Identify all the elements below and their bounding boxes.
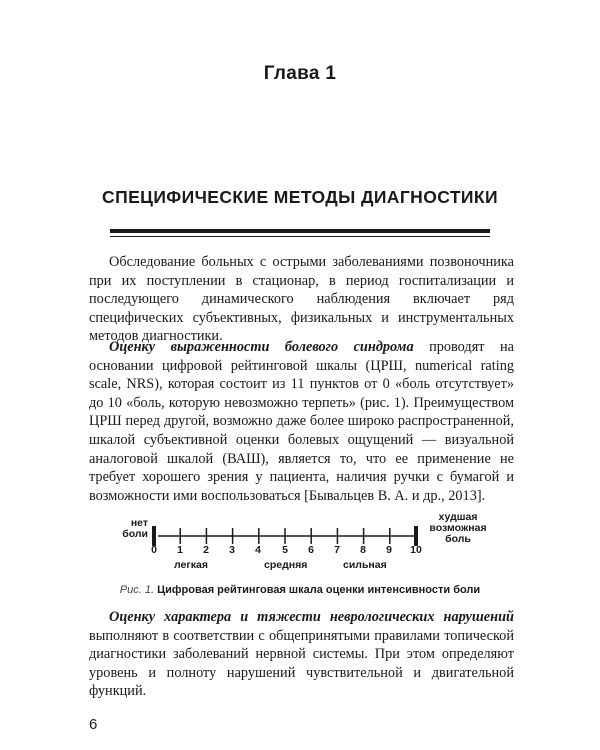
scale-number-3: 3 (229, 544, 235, 556)
paragraph-pain-lead: Оценку выраженности болевого синдрома (109, 339, 414, 355)
paragraph-intro (89, 253, 514, 346)
paragraph-neuro-lead: Оценку характера и тяжести неврологических нарушений (109, 609, 514, 625)
scale-number-1: 1 (177, 544, 183, 556)
paragraph-pain-assessment (89, 338, 514, 505)
category-mild: легкая (174, 559, 208, 571)
paragraph-neuro-assessment (89, 608, 514, 701)
label-worst-line3: боль (445, 533, 471, 545)
label-worst-line2: возможная (429, 522, 487, 534)
scale-number-5: 5 (282, 544, 288, 556)
label-no-pain-line2: боли (122, 528, 148, 540)
scale-number-6: 6 (308, 544, 314, 556)
scale-number-9: 9 (386, 544, 392, 556)
paragraph-neuro-body: выполняют в соответствии с общепринятыми правилами топической диагностики заболеваний нервной системы. При этом определяют уровень и полноту нарушений чувствительной и двигательной функций. (89, 627, 514, 700)
scale-number-2: 2 (203, 544, 209, 556)
figure-caption-label: Рис. 1. (119, 584, 155, 596)
title-rule-thin (110, 236, 490, 237)
title-rule-thick (110, 229, 490, 233)
chapter-heading: Глава 1 (263, 63, 337, 84)
scale-number-8: 8 (360, 544, 366, 556)
label-worst-pain (418, 512, 498, 545)
scale-number-4: 4 (255, 544, 261, 556)
paragraph-pain-body: проводят на основании цифровой рейтинговой шкалы (ЦРШ, numerical rating scale, NRS), которая состоит из 11 пунктов от 0 «боль отсутствует» до 10 «боль, которую невозможно терпеть» (рис. 1). Преимуществом ЦРШ перед другой, возможно даже более широко распространенной, шкалой субъективной оценки болевых ощущений — визуальной аналоговой шкалой (ВАШ), является то, что ее применение не требует хорошего зрения у пациента, наличия ручки с бумагой и возможности ими воспользоваться [Бывальцев В. А. и др., 2013]. (89, 339, 514, 504)
figure-caption (0, 584, 600, 596)
category-moderate: средняя (264, 559, 308, 571)
pain-rating-scale (100, 512, 510, 574)
paragraph-intro-text: Обследование больных с острыми заболеваниями позвоночника при их поступлении в стационар, в период госпитализации и последующего динамического наблюдения включает ряд специфических субъективных, физикальных и инструментальных методов диагностики. (89, 254, 514, 345)
figure-caption-text: Цифровая рейтинговая шкала оценки интенсивности боли (154, 584, 481, 596)
scale-number-7: 7 (334, 544, 340, 556)
label-worst-line1: худшая (438, 511, 478, 523)
scale-number-0: 0 (151, 544, 157, 556)
category-severe: сильная (343, 559, 387, 571)
page-number: 6 (89, 716, 98, 733)
label-no-pain (108, 518, 148, 540)
label-no-pain-line1: нет (130, 517, 148, 529)
scale-number-10: 10 (410, 544, 422, 556)
section-title: СПЕЦИФИЧЕСКИЕ МЕТОДЫ ДИАГНОСТИКИ (102, 187, 498, 207)
